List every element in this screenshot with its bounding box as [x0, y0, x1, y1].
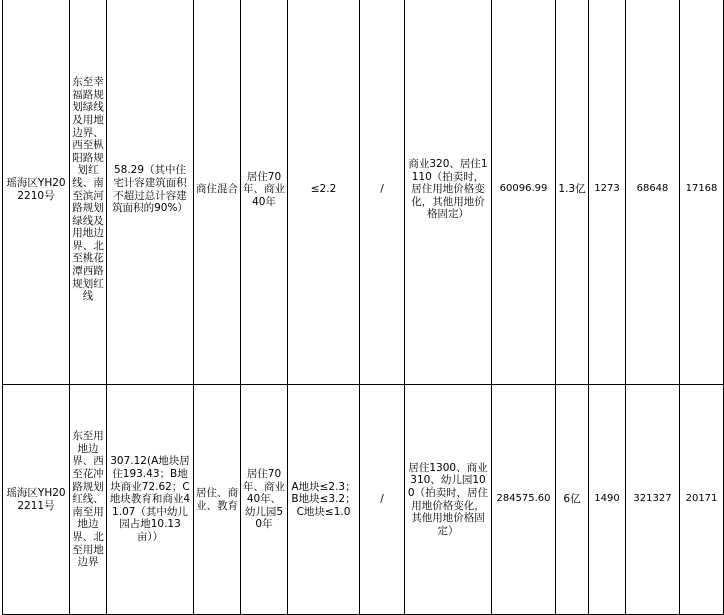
- value-cell-2: 68648: [626, 0, 680, 385]
- table-row: [3, 0, 724, 385]
- start-price-cell: 商业320、居住1110（拍卖时，居住用地价格变化，其他用地价格固定）: [405, 0, 492, 385]
- far-cell: ≤2.2: [288, 0, 360, 385]
- value-cell-1: 1273: [589, 0, 626, 385]
- far-cell: A地块≤2.3；B地块≤3.2；C地块≤1.0: [288, 385, 360, 615]
- start-price-cell: 居住1300、商业310、幼儿园100（拍卖时，居住用地价格变化，其他用地价格固定）: [405, 385, 492, 615]
- land-use-cell: 居住、商业、教育: [194, 385, 241, 615]
- table-row: [3, 385, 724, 615]
- price-cell: 60096.99: [492, 0, 556, 385]
- value-cell-2: 321327: [626, 385, 680, 615]
- boundaries-cell: 东至用地边界、西至花冲路规划红线、南至用地边界、北至用地边界: [70, 385, 107, 615]
- boundaries-cell: 东至幸福路规划绿线及用地边界、西至枞阳路规划红线、南至滨河路规划绿线及用地边界、北至桃花潭西路规划红线: [70, 0, 107, 385]
- deposit-cell: 6亿: [556, 385, 589, 615]
- term-cell: 居住70年、商业40年: [241, 0, 288, 385]
- density-cell: /: [360, 385, 405, 615]
- price-cell: 284575.60: [492, 385, 556, 615]
- land-use-cell: 商住混合: [194, 0, 241, 385]
- value-cell-3: 17168: [680, 0, 724, 385]
- plot-number-cell: 瑶海区YH202211号: [3, 385, 70, 615]
- value-cell-1: 1490: [589, 385, 626, 615]
- deposit-cell: 1.3亿: [556, 0, 589, 385]
- area-cell: 307.12(A地块居住193.43；B地块商业72.62；C地块教育和商业41.07（其中幼儿园占地10.13亩））: [107, 385, 194, 615]
- density-cell: /: [360, 0, 405, 385]
- term-cell: 居住70年、商业40年、幼儿园50年: [241, 385, 288, 615]
- area-cell: 58.29（其中住宅计容建筑面积不超过总计容建筑面积的90%）: [107, 0, 194, 385]
- land-auction-table: [2, 0, 724, 615]
- plot-number-cell: 瑶海区YH202210号: [3, 0, 70, 385]
- value-cell-3: 20171: [680, 385, 724, 615]
